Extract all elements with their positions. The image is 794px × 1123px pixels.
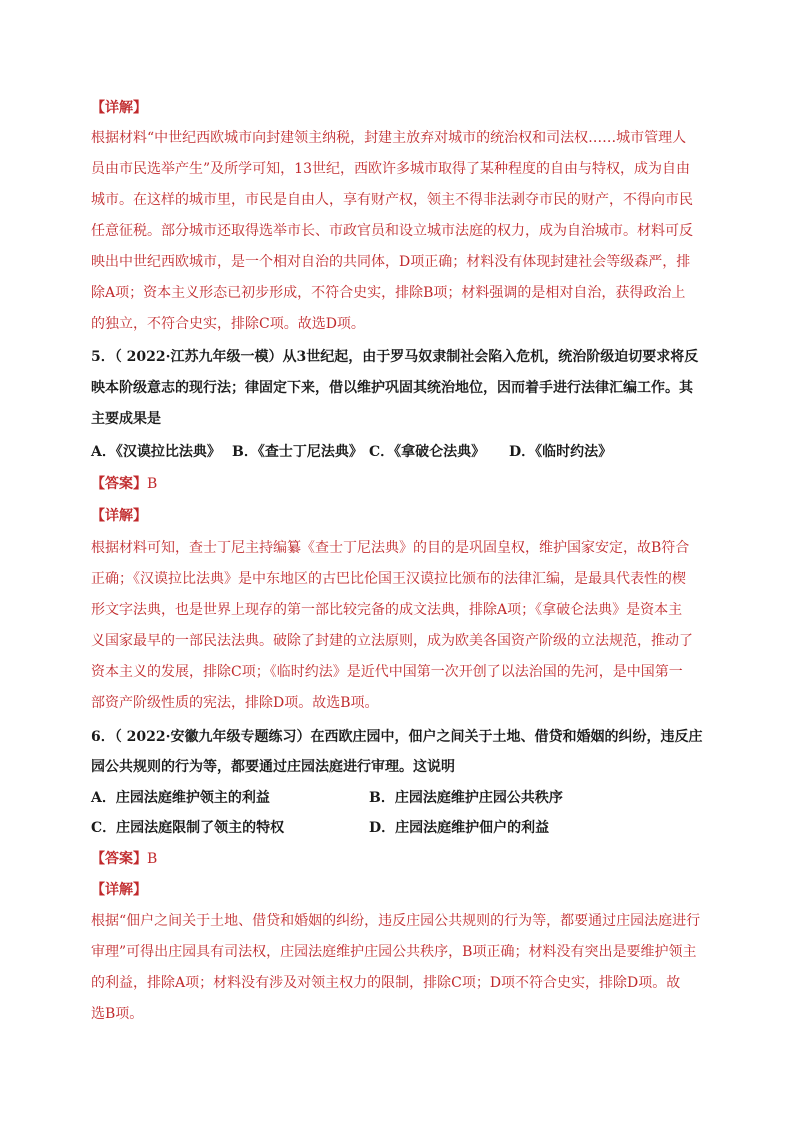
q5-detail-line: 义国家最早的一部民法法典。破除了封建的立法原则，成为欧美各国资产阶级的立法规范，推动了 — [91, 633, 693, 649]
q5-detail-line: 资本主义的发展，排除C项；《临时约法》是近代中国第一次开创了以法治国的先河，是中国第一 — [91, 664, 683, 680]
q5-option-c: C．《拿破仑法典》 — [369, 444, 486, 460]
q4-detail-line: 根据材料“中世纪西欧城市向封建领主纳税，封建主放弃对城市的统治权和司法权……城市管理人 — [91, 130, 687, 146]
q5-option-a: A．《汉谟拉比法典》 — [91, 444, 221, 460]
q6-detail-label: 【详解】 — [91, 882, 147, 898]
q5-detail-line: 形文字法典，也是世界上现存的第一部比较完备的成文法典，排除A项；《拿破仑法典》是资本主 — [91, 602, 683, 618]
q5-detail-line: 根据材料可知，查士丁尼主持编纂《查士丁尼法典》的目的是巩固皇权，维护国家安定，故B符合 — [91, 540, 690, 556]
q5-answer-label: 【答案】 — [91, 476, 147, 492]
q5-stem-line: 5．（ 2022·江苏九年级一模）从3世纪起，由于罗马奴隶制社会陷入危机，统治阶级迫切要求将反 — [91, 349, 699, 365]
q6-detail-line: 选B项。 — [91, 1006, 144, 1022]
q6-detail-line: 审理”可得出庄园具有司法权，庄园法庭维护庄园公共秩序，B项正确；材料没有突出是要维护领主 — [91, 944, 697, 960]
q5-option-b: B．《查士丁尼法典》 — [232, 444, 363, 460]
q4-detail-line: 城市。在这样的城市里，市民是自由人，享有财产权，领主不得非法剥夺市民的财产，不得向市民 — [91, 192, 693, 208]
q6-answer — [91, 849, 703, 869]
q6-stem-line: 园公共规则的行为等，都要通过庄园法庭进行审理。这说明 — [91, 759, 455, 775]
q6-detail-line: 的利益，排除A项；材料没有涉及对领主权力的限制，排除C项；D项不符合史实，排除D项。故 — [91, 975, 681, 991]
q6-stem-line: 6．（ 2022·安徽九年级专题练习）在西欧庄园中，佃户之间关于土地、借贷和婚姻的纠纷，违反庄 — [91, 729, 703, 745]
q6-answer-label: 【答案】 — [91, 851, 147, 867]
q6-answer-value: B — [147, 851, 158, 867]
q4-detail-line: 除A项；资本主义形态已初步形成，不符合史实，排除B项；材料强调的是相对自治，获得政治上 — [91, 285, 686, 301]
q5-detail-label: 【详解】 — [91, 508, 147, 524]
q5-detail-line: 正确；《汉谟拉比法典》是中东地区的古巴比伦国王汉谟拉比颁布的法律汇编，是最具代表性的楔 — [91, 571, 686, 587]
q4-detail-line: 映出中世纪西欧城市，是一个相对自治的共同体，D项正确；材料没有体现封建社会等级森严，排 — [91, 254, 691, 270]
q6-detail-line: 根据“佃户之间关于土地、借贷和婚姻的纠纷，违反庄园公共规则的行为等，都要通过庄园法庭进行 — [91, 913, 701, 929]
q4-detail-line: 任意征税。部分城市还取得选举市长、市政官员和设立城市法庭的权力，成为自治城市。材料可反 — [91, 223, 693, 239]
q6-option-b: B．庄园法庭维护庄园公共秩序 — [369, 790, 563, 806]
q5-answer — [91, 474, 703, 494]
q4-detail-label: 【详解】 — [91, 100, 147, 116]
q4-detail-line: 的独立，不符合史实，排除C项。故选D项。 — [91, 316, 365, 332]
q5-answer-value: B — [147, 476, 158, 492]
q4-detail-line: 员由市民选举产生”及所学可知，13世纪，西欧许多城市取得了某种程度的自由与特权，成为自由 — [91, 161, 690, 177]
q6-option-c: C．庄园法庭限制了领主的特权 — [91, 820, 285, 836]
q5-option-d: D．《临时约法》 — [509, 444, 613, 460]
q5-stem-line: 主要成果是 — [91, 411, 161, 427]
q6-option-a: A．庄园法庭维护领主的利益 — [91, 790, 270, 806]
q6-option-d: D．庄园法庭维护佃户的利益 — [369, 820, 550, 836]
q5-detail-line: 部资产阶级性质的宪法，排除D项。故选B项。 — [91, 695, 379, 711]
q5-stem-line: 映本阶级意志的现行法；律固定下来，借以维护巩固其统治地位，因而着手进行法律汇编工作。其 — [91, 380, 693, 396]
